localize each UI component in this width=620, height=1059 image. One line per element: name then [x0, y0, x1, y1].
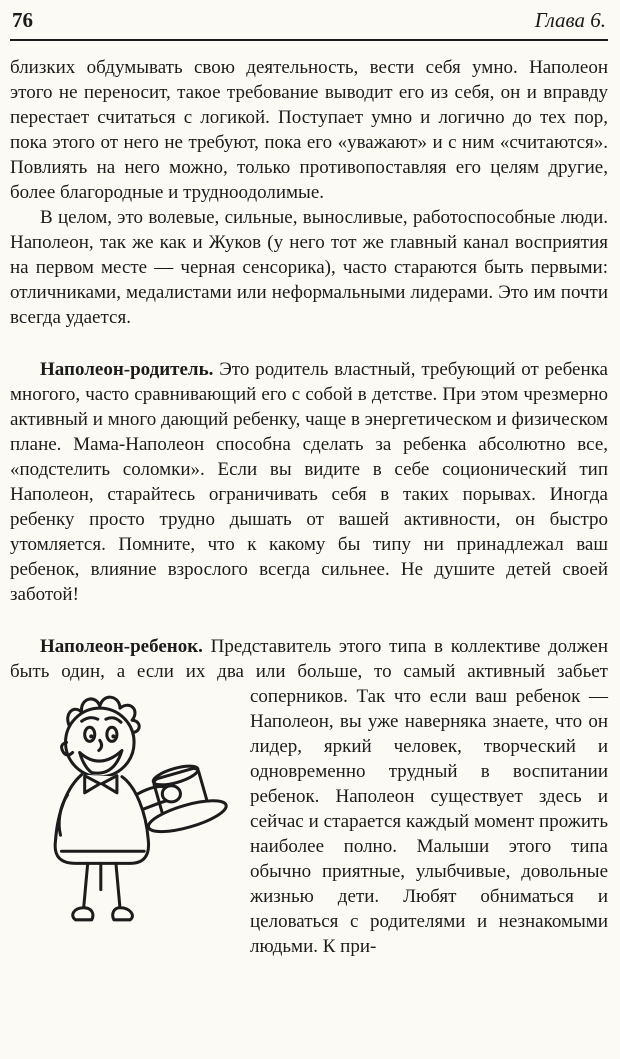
page-number: 76 [12, 8, 33, 32]
paragraph-text: Это родитель властный, требующий от ребенка многого, часто сравнивающий его с собой в детстве. При этом чрезмерно активный и много дающий ребенку, чаще в энергетическом и физическом плане. Мама-Наполеон способна сделать за ребенка абсолютно все, «подстелить соломки». Если вы видите в себе соционический тип Наполеон, старайтесь ограничивать себя в таких порывах. Иногда ребенку просто трудно дышать от вашей активности, он быстро утомляется. Помните, что к какому бы типу ни принадлежал ваш ребенок, влияние взрослого всегда сильнее. Не душите детей своей заботой! [10, 359, 608, 605]
running-head [10, 8, 608, 39]
chapter-title: Глава 6. [534, 8, 606, 32]
paragraph-text: близких обдумывать свою деятельность, вести себя умно. Наполеон этого не переносит, такое требование выводит его из себя, он и вправду перестает считаться с логикой. Поступает умно и логично до тех пор, пока этого от него не требуют, пока его «уважают» и с ним «считаются». Повлиять на него можно, только противопоставляя его целям другие, более благородные и трудноодолимые. [10, 57, 608, 203]
paragraph-napoleon-child [10, 634, 608, 959]
paragraph-general [10, 205, 608, 330]
paragraph-lead: Наполеон-родитель. [40, 359, 214, 380]
paragraph-text: Наполеон, вы уже наверняка знаете, что он лидер, яркий человек, творческий и одновременно трудный в воспитании ребенок. Наполеон существует здесь и сейчас и старается каждый момент прожить наиболее полно. Малыши этого типа обычно приятные, улыбчивые, довольные жизнью дети. Любят обниматься и целоваться с родителями и незнакомыми людьми. К при- [250, 711, 608, 957]
paragraph-text: В целом, это волевые, сильные, выносливые, работоспособные люди. Наполеон, так же как и Жуков (у него тот же главный канал восприятия на первом месте — черная сенсорика), часто стараются быть первыми: отличниками, медалистами или неформальными лидерами. Это им почти всегда удается. [10, 207, 608, 328]
paragraph-text: Представитель этого типа в коллективе должен быть один, а если их два или больше, то самый активный забьет соперников. Так что если ваш ребенок — [10, 636, 608, 707]
header-rule [10, 39, 608, 41]
page-body [10, 55, 608, 959]
paragraph-napoleon-parent [10, 357, 608, 607]
paragraph-continuation [10, 55, 608, 205]
boy-with-top-hat-illustration [16, 690, 234, 942]
paragraph-lead: Наполеон-ребенок. [40, 636, 203, 657]
